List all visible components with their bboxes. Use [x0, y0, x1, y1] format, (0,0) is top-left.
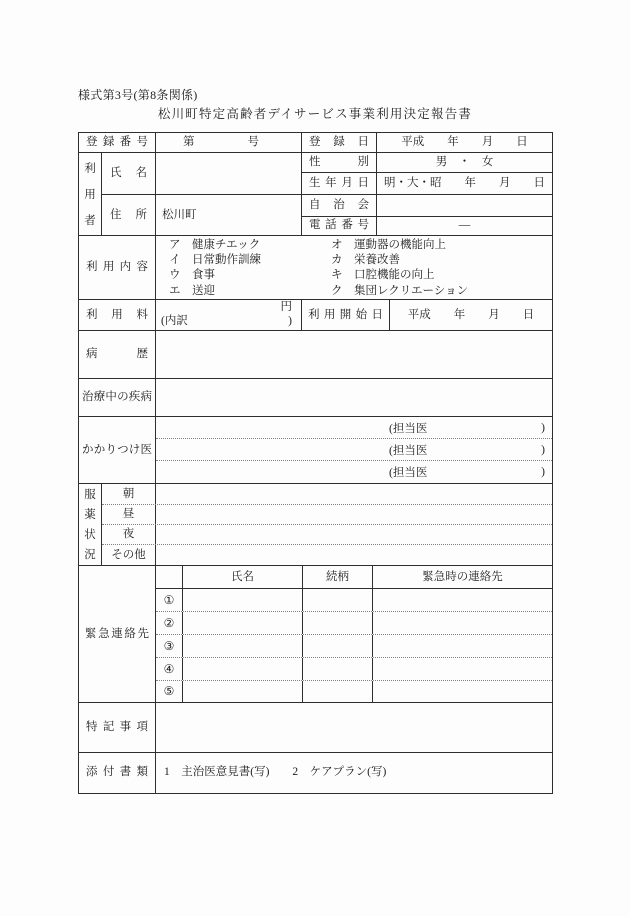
- emergency-contact-row: [156, 658, 552, 681]
- emergency-contact-row: [156, 589, 552, 612]
- family-doctor-row: [79, 417, 552, 484]
- emergency-name-field[interactable]: [183, 612, 303, 634]
- usage-item: キ 口腔機能の向上: [331, 269, 435, 282]
- registration-row: [79, 133, 552, 153]
- under-treatment-row: [79, 379, 552, 417]
- usage-item: エ 送迎: [169, 284, 215, 297]
- neighborhood-field[interactable]: [377, 195, 552, 216]
- emergency-contact-field[interactable]: [373, 635, 552, 657]
- usage-field: [156, 236, 552, 299]
- medication-time-label: その他: [102, 545, 156, 565]
- registration-date-field[interactable]: 平成 年 月 日: [401, 136, 528, 148]
- emergency-contact-field[interactable]: [373, 681, 552, 702]
- family-doctor-label: かかりつけ医: [79, 417, 156, 483]
- attachments-label: 添付書類: [79, 753, 156, 793]
- medication-label: 服薬状況: [79, 484, 102, 565]
- emergency-block: [79, 566, 552, 703]
- medication-time-label: 夜: [102, 525, 156, 544]
- medication-time-label: 朝: [102, 484, 156, 504]
- page-title: 松川町特定高齢者デイサービス事業利用決定報告書: [157, 107, 473, 121]
- emergency-contact-row: [156, 612, 552, 635]
- emergency-relation-field[interactable]: [303, 635, 373, 657]
- emergency-relation-field[interactable]: [303, 589, 373, 611]
- family-doctor-field[interactable]: [156, 417, 552, 439]
- registration-number-label: 登録番号: [79, 133, 156, 152]
- medication-noon-field[interactable]: [156, 505, 552, 524]
- start-date-label: 利用開始日: [302, 300, 390, 330]
- usage-item: ウ 食事: [169, 269, 215, 282]
- report-form-table: [78, 132, 553, 794]
- user-name-field[interactable]: [156, 153, 301, 195]
- emergency-number-header: [156, 566, 183, 588]
- usage-item: オ 運動器の機能向上: [331, 239, 446, 251]
- emergency-name-field[interactable]: [183, 681, 303, 702]
- attending-doctor-open: (担当医: [389, 422, 428, 435]
- registration-date-label: 登録日: [302, 133, 377, 152]
- emergency-relation-field[interactable]: [303, 681, 373, 702]
- emergency-label: 緊急連絡先: [79, 566, 156, 702]
- user-address-field[interactable]: 松川町: [162, 209, 197, 221]
- user-name-label: 氏名: [102, 153, 155, 195]
- family-doctor-field[interactable]: [156, 439, 552, 461]
- usage-list-left: [169, 238, 331, 299]
- fee-breakdown-open: (内訳: [161, 315, 188, 327]
- medication-night-field[interactable]: [156, 525, 552, 544]
- medication-time-label: 昼: [102, 505, 156, 524]
- emergency-row-number: ④: [156, 658, 183, 680]
- usage-list-right: [331, 238, 552, 299]
- registration-number-suffix: 号: [247, 136, 259, 148]
- phone-field[interactable]: ―: [458, 219, 471, 231]
- emergency-contact-field[interactable]: [373, 612, 552, 634]
- emergency-relation-field[interactable]: [303, 658, 373, 680]
- usage-label: 利用内容: [79, 236, 156, 299]
- attachments-value: 1 主治医意見書(写) 2 ケアプラン(写): [164, 766, 387, 778]
- emergency-row-number: ③: [156, 635, 183, 657]
- attending-doctor-close: ): [541, 466, 545, 478]
- emergency-row-number: ①: [156, 589, 183, 611]
- neighborhood-label: 自治会: [302, 195, 377, 216]
- emergency-contact-field[interactable]: [373, 658, 552, 680]
- attending-doctor-close: ): [541, 421, 545, 434]
- attending-doctor-open: (担当医: [389, 444, 428, 457]
- medical-history-field[interactable]: [156, 331, 552, 378]
- start-date-field[interactable]: 平成 年 月 日: [407, 309, 535, 321]
- attachments-row: [79, 753, 552, 793]
- emergency-name-field[interactable]: [183, 589, 303, 611]
- medication-morning-field[interactable]: [156, 484, 552, 504]
- fee-yen-unit: 円: [280, 301, 292, 313]
- phone-label: 電話番号: [302, 217, 377, 235]
- special-notes-label: 特記事項: [79, 703, 156, 752]
- usage-item: ク 集団レクリエーション: [331, 284, 469, 297]
- gender-field[interactable]: 男 ・ 女: [435, 156, 494, 168]
- birthdate-label: 生年月日: [302, 173, 377, 194]
- emergency-relation-field[interactable]: [303, 612, 373, 634]
- attending-doctor-close: ): [541, 443, 545, 456]
- emergency-name-field[interactable]: [183, 635, 303, 657]
- emergency-name-header: 氏名: [183, 566, 303, 588]
- special-notes-field[interactable]: [156, 703, 552, 752]
- usage-item: イ 日常動作訓練: [169, 254, 261, 267]
- gender-label: 性別: [302, 153, 377, 172]
- special-notes-row: [79, 703, 552, 753]
- emergency-contact-row: [156, 635, 552, 658]
- fee-breakdown-close: ): [288, 315, 292, 327]
- emergency-name-field[interactable]: [183, 658, 303, 680]
- fee-label: 利用料: [79, 300, 156, 330]
- form-style-number: 様式第3号(第8条関係): [78, 88, 198, 102]
- birthdate-field[interactable]: 明・大・昭 年 月 日: [384, 177, 545, 189]
- user-address-label: 住所: [110, 209, 147, 221]
- emergency-row-number: ⑤: [156, 681, 183, 702]
- under-treatment-field[interactable]: [156, 379, 552, 416]
- family-doctor-field[interactable]: [156, 461, 552, 483]
- emergency-contact-row: [156, 681, 552, 702]
- emergency-header-row: [156, 566, 552, 589]
- fee-row: [79, 300, 552, 331]
- under-treatment-label: 治療中の疾病: [79, 379, 156, 416]
- emergency-contact-header: 緊急時の連絡先: [422, 571, 503, 583]
- usage-row: [79, 236, 552, 300]
- medical-history-row: [79, 331, 552, 379]
- medical-history-label: 病歴: [79, 331, 156, 378]
- registration-number-prefix: 第: [183, 136, 195, 148]
- usage-item: ア 健康チエック: [169, 239, 261, 251]
- registration-number-field[interactable]: [156, 133, 302, 152]
- emergency-relation-header: 続柄: [303, 566, 373, 588]
- medication-other-field[interactable]: [156, 545, 552, 565]
- emergency-row-number: ②: [156, 612, 183, 634]
- medication-block: [79, 484, 552, 566]
- usage-item: カ 栄養改善: [331, 254, 400, 267]
- fee-field[interactable]: [156, 300, 302, 330]
- emergency-contact-field[interactable]: [373, 589, 552, 611]
- user-group-label: 利用者: [79, 153, 102, 235]
- user-block: [79, 153, 552, 236]
- attending-doctor-open: (担当医: [389, 467, 428, 479]
